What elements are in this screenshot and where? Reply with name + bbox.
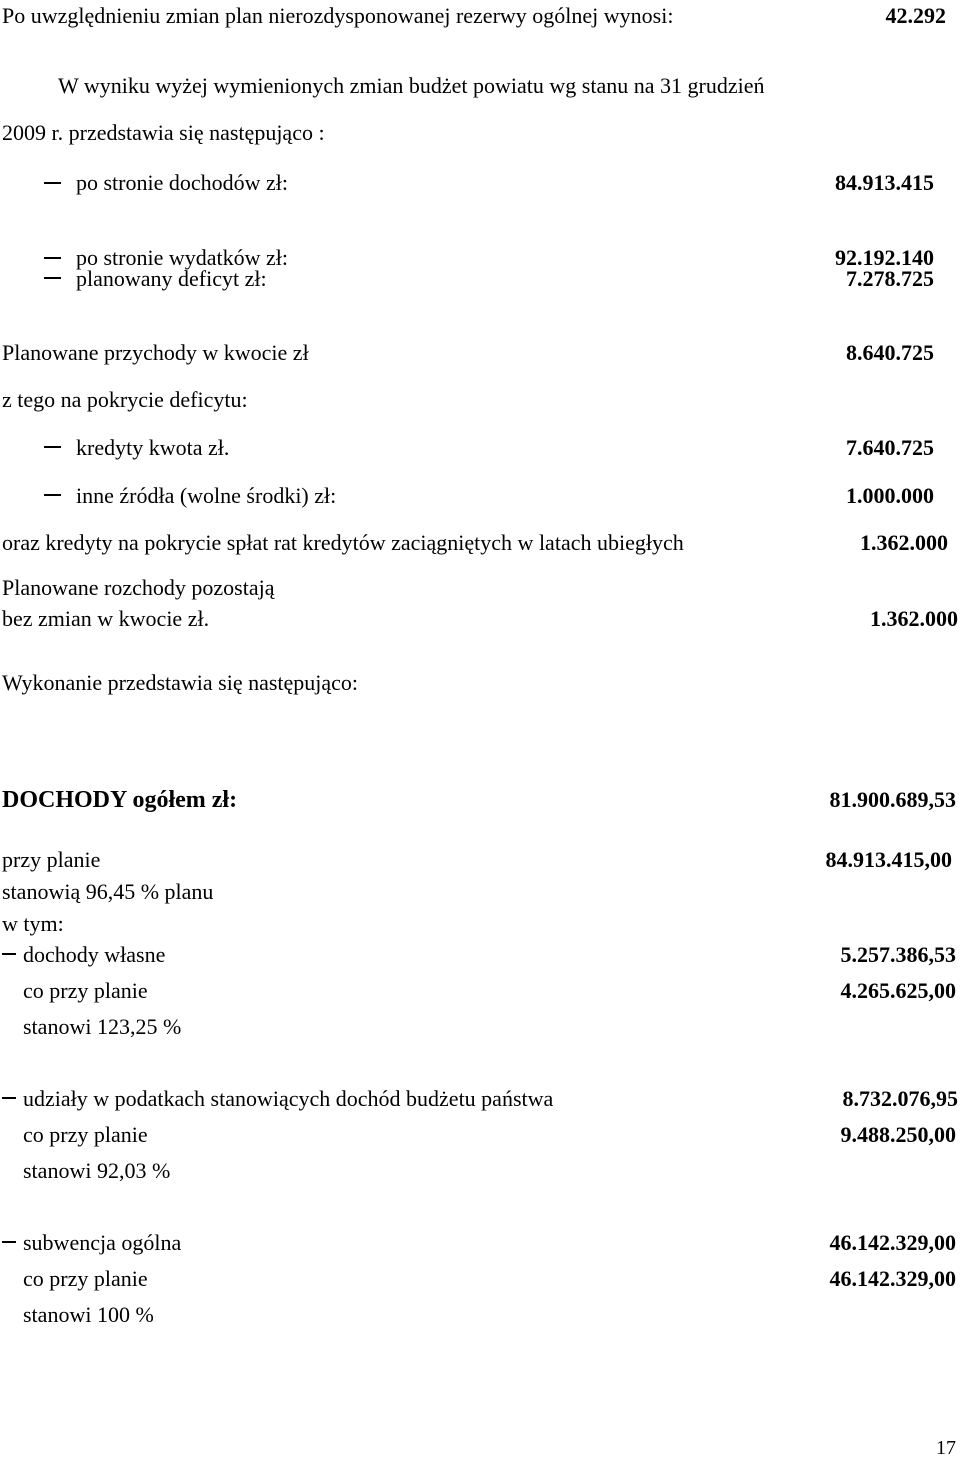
dash-marker	[44, 257, 61, 259]
revenue-title: DOCHODY ogółem zł:	[2, 787, 238, 813]
budget-deficit-value: 7.278.725	[846, 266, 934, 291]
reserve-label: Po uwzględnieniu zmian plan nierozdysponowanej rezerwy ogólnej wynosi:	[2, 3, 674, 28]
reserve-value: 42.292	[885, 3, 946, 28]
group-own-plan-value: 4.265.625,00	[840, 978, 956, 1003]
budget-expense-value: 92.192.140	[835, 245, 934, 270]
cover-other-value: 1.000.000	[846, 483, 934, 508]
group-shares-percent: stanowi 92,03 %	[23, 1158, 171, 1183]
cover-credits-value: 7.640.725	[846, 435, 934, 460]
group-shares-plan-label: co przy planie	[23, 1122, 148, 1147]
group-subsidy-label: subwencja ogólna	[23, 1230, 182, 1255]
intro-line-2: 2009 r. przedstawia się następująco :	[2, 120, 325, 145]
group-subsidy-plan-value: 46.142.329,00	[829, 1266, 956, 1291]
dash-marker	[44, 494, 61, 496]
page-number: 17	[936, 1437, 956, 1459]
budget-deficit-label: planowany deficyt zł:	[76, 266, 267, 291]
income-plan-value: 8.640.725	[846, 340, 934, 365]
group-subsidy-value: 46.142.329,00	[829, 1230, 956, 1255]
group-shares-value: 8.732.076,95	[842, 1086, 958, 1111]
deficit-cover-label: z tego na pokrycie deficytu:	[2, 387, 248, 412]
revenue-wtym: w tym:	[2, 911, 64, 936]
group-own-plan-label: co przy planie	[23, 978, 148, 1003]
revenue-percent: stanowią 96,45 % planu	[2, 879, 214, 904]
group-shares-plan-value: 9.488.250,00	[840, 1122, 956, 1147]
revenue-plan-value: 84.913.415,00	[825, 847, 952, 872]
group-own-label: dochody własne	[23, 942, 166, 967]
budget-income-value: 84.913.415	[835, 170, 934, 195]
group-shares-label: udziały w podatkach stanowiących dochód budżetu państwa	[23, 1086, 554, 1111]
loans-value: 1.362.000	[860, 530, 948, 555]
dash-marker	[44, 446, 61, 448]
income-plan-label: Planowane przychody w kwocie zł	[2, 340, 309, 365]
cover-other-label: inne źródła (wolne środki) zł:	[76, 483, 337, 508]
dash-marker	[2, 1097, 16, 1099]
revenue-value: 81.900.689,53	[829, 787, 956, 812]
intro-line-1: W wyniku wyżej wymienionych zmian budżet powiatu wg stanu na 31 grudzień	[58, 73, 765, 98]
loans-label: oraz kredyty na pokrycie spłat rat kredytów zaciągniętych w latach ubiegłych	[2, 530, 684, 555]
execution-label: Wykonanie przedstawia się następująco:	[2, 670, 359, 695]
group-own-percent: stanowi 123,25 %	[23, 1014, 182, 1039]
dash-marker	[44, 182, 61, 184]
dash-marker	[2, 953, 16, 955]
budget-income-label: po stronie dochodów zł:	[76, 170, 289, 195]
outflows-line-1: Planowane rozchody pozostają	[2, 575, 275, 600]
group-subsidy-plan-label: co przy planie	[23, 1266, 148, 1291]
group-own-value: 5.257.386,53	[840, 942, 956, 967]
budget-expense-label: po stronie wydatków zł:	[76, 245, 289, 270]
cover-credits-label: kredyty kwota zł.	[76, 435, 230, 460]
revenue-plan-label: przy planie	[2, 847, 101, 872]
group-subsidy-percent: stanowi 100 %	[23, 1302, 154, 1327]
outflows-value: 1.362.000	[870, 606, 958, 631]
outflows-line-2: bez zmian w kwocie zł.	[2, 606, 210, 631]
dash-marker	[44, 277, 61, 279]
dash-marker	[2, 1241, 16, 1243]
